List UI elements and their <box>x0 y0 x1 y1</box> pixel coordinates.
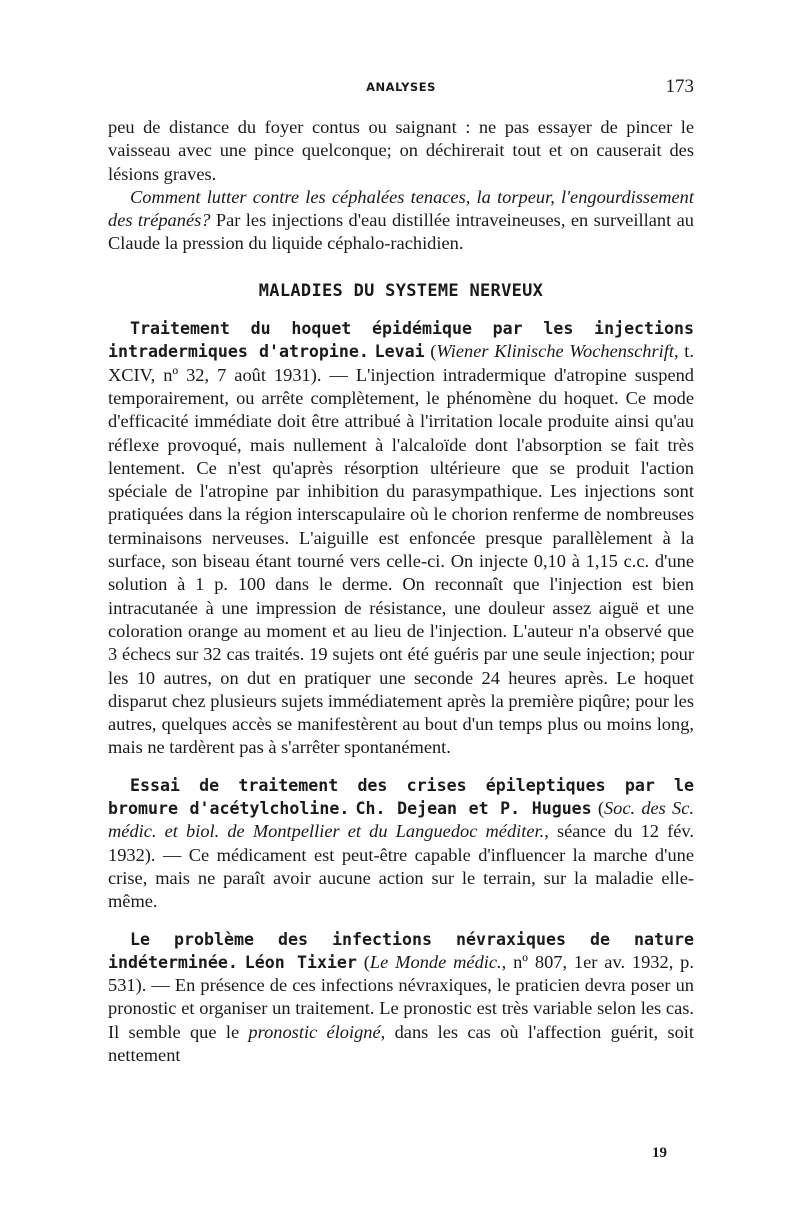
entry-italic-term: pronostic éloigné <box>248 1021 381 1042</box>
entry-title: Essai de traitement des crises épileptiques par le bromure d'acétylcholine. <box>108 775 694 819</box>
intro-paragraph-2 <box>108 186 694 256</box>
ref-open: ( <box>591 798 604 819</box>
entry-text: — En présence de ces infections névraxiques, le praticien devra poser un pronostic et organiser un traitement. Le pronostic est très variable selon les cas. Il semble que le <box>108 975 694 1042</box>
intro-question: Comment lutter contre les céphalées tenaces, la torpeur, l'engourdissement des trépanés? <box>108 186 694 231</box>
entry-text-end: , dans les cas où l'affection guérit, soit nettement <box>108 1021 694 1065</box>
entry-author: Ch. Dejean et P. Hugues <box>355 799 592 819</box>
entry-reference: , séance du 12 fév. 1932). <box>108 821 694 865</box>
intro-answer: Par les injections d'eau distillée intraveineuses, en surveillant au Claude la pression du liquide céphalo-rachidien. <box>108 210 694 254</box>
intro-paragraph-1: peu de distance du foyer contus ou saignant : ne pas essayer de pincer le vaisseau avec une pince quelconque; on déchirerait tout et on causerait des lésions graves. <box>108 117 694 184</box>
page-number: 173 <box>665 76 694 97</box>
entry-author: Levai <box>374 342 425 362</box>
signature-mark: 19 <box>652 1145 667 1161</box>
ref-open: ( <box>424 341 437 362</box>
entry-journal: Le Monde médic. <box>369 951 502 972</box>
entry-text: — Ce médicament est peut-être capable d'influencer la marche d'une crise, mais ne paraît avoir aucune action sur le terrain, sur la maladie elle-même. <box>108 844 694 912</box>
entry-journal: Soc. des Sc. médic. et biol. de Montpellier et du Languedoc méditer. <box>108 798 694 842</box>
entry-title: Traitement du hoquet épidémique par les injections intradermiques d'atropine. <box>108 319 694 362</box>
entry-title: Le problème des infections névraxiques de nature indéterminée. <box>108 929 694 972</box>
entry-author: Léon Tixier <box>244 952 357 972</box>
entry-reference: , nº 807, 1er av. 1932, p. 531). <box>108 951 694 996</box>
running-title: ANALYSES <box>366 80 436 94</box>
entry-text: — L'injection intradermique d'atropine suspend temporairement, ou arrête complètement, le phénomène du hoquet. Ce mode d'efficacité immédiate doit être attribué à l'irritation locale produite ainsi qu'au réflexe provoqué, mais nullement à l'alcaloïde dont l'absorption se fait très lentement. Ce n'est qu'après résorption ultérieure que se produit l'action spéciale de l'atropine par inhibition du parasympathique. Les injections sont pratiquées dans la région interscapulaire où le chorion renferme de nombreuses terminaisons nerveuses. L'aiguille est enfoncée presque parallèlement à la surface, son biseau étant tourné vers celle-ci. On injecte 0,10 à 1,15 c.c. d'une solution à 1 p. 100 dans le derme. On reconnaît que l'injection est bien intracutanée à une impression de résistance, une douleur assez aiguë et une coloration orange au moment et au lieu de l'injection. L'auteur n'a observé que 3 échecs sur 32 cas traités. 19 sujets ont été guéris par une seule injection; pour les 10 autres, on dut en pratiquer une seconde 24 heures après. Le hoquet disparut chez plusieurs sujets immédiatement après la première piqûre; pour les autres, quelques accès se manifestèrent au bout d'un temps plus ou moins long, mais ne tardèrent pas à s'arrêter spontanément. <box>108 364 694 758</box>
body-text <box>108 116 694 1067</box>
abstract-entry-epilepsie <box>108 774 694 914</box>
section-heading: MALADIES DU SYSTEME NERVEUX <box>258 280 544 301</box>
ref-open: ( <box>356 951 370 972</box>
abstract-entry-hoquet <box>108 317 694 760</box>
abstract-entry-nevraxiques <box>108 928 694 1068</box>
entry-journal: Wiener Klinische Wochenschrift <box>436 341 674 362</box>
entry-reference: , t. XCIV, nº 32, 7 août 1931). <box>108 341 694 385</box>
page-header <box>108 76 694 100</box>
